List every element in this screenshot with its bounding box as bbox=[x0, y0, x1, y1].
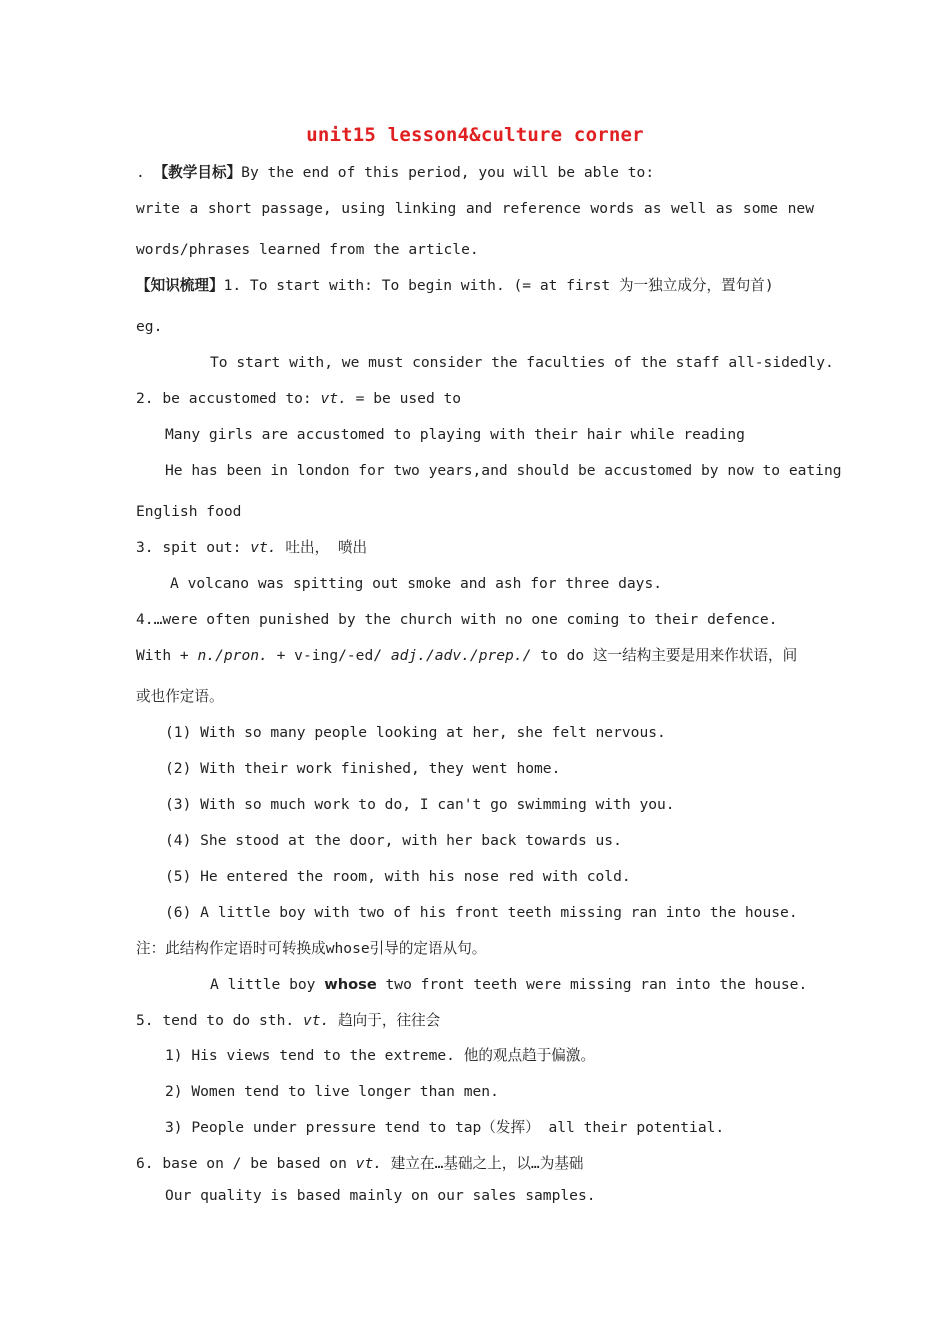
knowledge-item-2 bbox=[136, 389, 461, 409]
note-example-part-a: A little boy bbox=[210, 976, 325, 993]
item-5-example-3: 3) People under pressure tend to tap（发挥） all their potential. bbox=[165, 1119, 725, 1136]
objectives-prefix: . bbox=[136, 164, 154, 181]
objectives-text-line-2: words/phrases learned from the article. bbox=[136, 241, 479, 258]
knowledge-item-4: 4.…were often punished by the church with no one coming to their defence. bbox=[136, 611, 778, 628]
knowledge-item-2-example-2: He has been in london for two years,and should be accustomed by now to eating bbox=[165, 462, 842, 479]
knowledge-item-6 bbox=[136, 1154, 584, 1174]
item-5-example-2: 2) Women tend to live longer than men. bbox=[165, 1083, 499, 1100]
item-2-pos: vt. bbox=[320, 390, 347, 407]
item-6-definition: 建立在…基础之上，以…为基础 bbox=[382, 1155, 584, 1172]
objectives-intro: By the end of this period, you will be able to: bbox=[241, 164, 655, 181]
knowledge-item-2-example-1: Many girls are accustomed to playing with their hair while reading bbox=[165, 426, 745, 443]
item-4-note: 注：此结构作定语时可转换成whose引导的定语从句。 bbox=[136, 940, 487, 957]
structure-part-c: + v-ing/-ed/ bbox=[267, 647, 391, 664]
note-example-keyword: whose bbox=[324, 976, 377, 993]
item-5-definition: 趋向于，往往会 bbox=[329, 1012, 441, 1029]
item-3-term: 3. spit out: bbox=[136, 539, 251, 556]
structure-part-d: adj./adv./prep./ bbox=[390, 647, 532, 664]
knowledge-item-1 bbox=[136, 276, 774, 296]
item-4-example-6: (6) A little boy with two of his front teeth missing ran into the house. bbox=[165, 904, 798, 921]
objectives-line bbox=[136, 163, 654, 183]
structure-part-a: With + bbox=[136, 647, 198, 664]
knowledge-item-4-structure-cont: 或也作定语。 bbox=[136, 688, 224, 705]
note-example-part-c: two front teeth were missing ran into the house. bbox=[376, 976, 808, 993]
knowledge-item-3 bbox=[136, 538, 367, 558]
item-6-pos: vt. bbox=[355, 1155, 383, 1172]
knowledge-item-1-example: To start with, we must consider the faculties of the staff all-sidedly. bbox=[210, 354, 834, 371]
item-4-example-2: (2) With their work finished, they went home. bbox=[165, 760, 561, 777]
item-5-example-1: 1) His views tend to the extreme. 他的观点趋于偏激。 bbox=[165, 1047, 596, 1064]
knowledge-item-5 bbox=[136, 1011, 440, 1031]
item-2-definition: = be used to bbox=[346, 390, 462, 407]
item-4-example-3: (3) With so much work to do, I can't go swimming with you. bbox=[165, 796, 675, 813]
objectives-text-line-1: write a short passage, using linking and reference words as well as some new bbox=[136, 200, 814, 217]
knowledge-item-3-example: A volcano was spitting out smoke and ash for three days. bbox=[170, 575, 663, 592]
knowledge-item-1-eg: eg. bbox=[136, 318, 163, 335]
item-3-definition: 吐出， 喷出 bbox=[276, 539, 368, 556]
item-6-example: Our quality is based mainly on our sales samples. bbox=[165, 1187, 596, 1204]
knowledge-item-1-text: 1. To start with: To begin with. (= at first 为一独立成分，置句首) bbox=[223, 277, 774, 294]
item-5-pos: vt. bbox=[302, 1012, 330, 1029]
knowledge-item-4-structure bbox=[136, 646, 797, 666]
item-4-example-5: (5) He entered the room, with his nose red with cold. bbox=[165, 868, 631, 885]
structure-part-b: n./pron. bbox=[197, 647, 268, 664]
item-6-term: 6. base on / be based on bbox=[136, 1155, 356, 1172]
item-4-example-4: (4) She stood at the door, with her back towards us. bbox=[165, 832, 622, 849]
knowledge-label: 【知识梳理】 bbox=[136, 277, 224, 294]
item-5-term: 5. tend to do sth. bbox=[136, 1012, 303, 1029]
item-4-example-1: (1) With so many people looking at her, she felt nervous. bbox=[165, 724, 666, 741]
item-4-note-example bbox=[210, 975, 807, 995]
item-2-term: 2. be accustomed to: bbox=[136, 390, 321, 407]
page-title: unit15 lesson4&culture corner bbox=[306, 124, 644, 146]
knowledge-item-2-example-2-cont: English food bbox=[136, 503, 242, 520]
objectives-label: 【教学目标】 bbox=[153, 164, 242, 181]
structure-part-e: to do 这一结构主要是用来作状语，间 bbox=[531, 647, 798, 664]
item-3-pos: vt. bbox=[250, 539, 277, 556]
